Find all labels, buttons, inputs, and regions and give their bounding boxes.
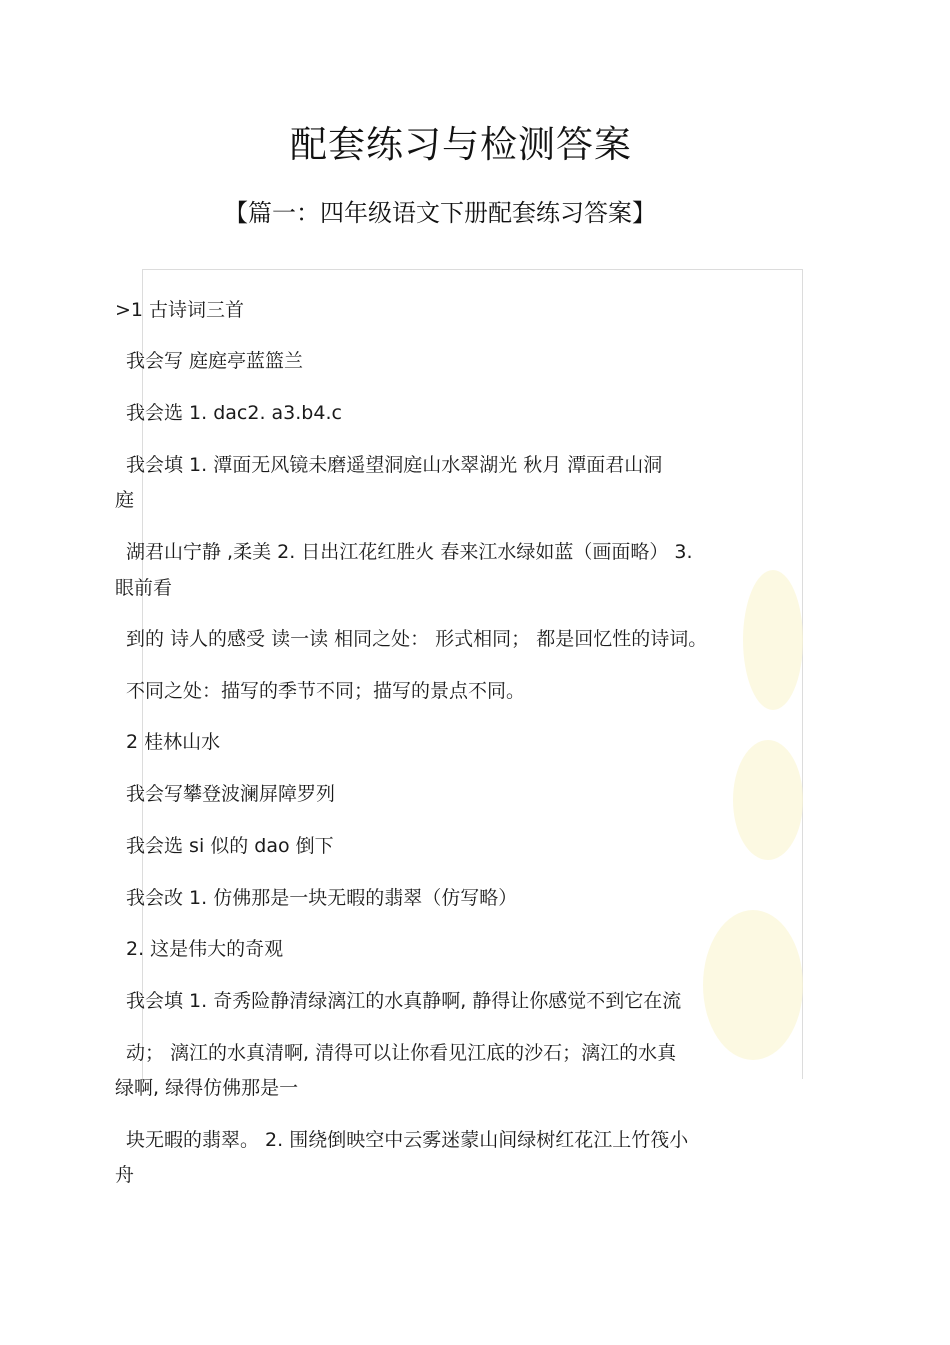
text-line: 2 桂林山水: [126, 731, 221, 753]
text-line: >1 古诗词三首: [115, 299, 245, 321]
text-line: 舟: [115, 1164, 135, 1186]
text-line: 我会写 庭庭亭蓝篮兰: [126, 350, 304, 372]
text-line: 我会选 si 似的 dao 倒下: [126, 835, 334, 857]
text-line: 我会改 1. 仿佛那是一块无暇的翡翠（仿写略）: [126, 887, 518, 909]
document-subtitle: 【篇一：四年级语文下册配套练习答案】: [224, 199, 656, 227]
text-line: 我会填 1. 潭面无风镜未磨遥望洞庭山水翠湖光 秋月 潭面君山洞: [126, 454, 663, 476]
text-line: 庭: [115, 489, 135, 511]
text-line: 我会选 1. dac2. a3.b4.c: [126, 402, 342, 424]
text-line: 我会写攀登波澜屏障罗列: [126, 783, 336, 805]
document-title: 配套练习与检测答案: [290, 123, 632, 166]
text-line: 块无暇的翡翠。 2. 围绕倒映空中云雾迷蒙山间绿树红花江上竹筏小: [126, 1129, 689, 1151]
text-line: 湖君山宁静 ,柔美 2. 日出江花红胜火 春来江水绿如蓝（画面略） 3.: [126, 541, 693, 563]
text-line: 到的 诗人的感受 读一读 相同之处： 形式相同； 都是回忆性的诗词。: [126, 628, 708, 650]
text-line: 不同之处：描写的季节不同；描写的景点不同。: [126, 680, 526, 702]
text-line: 2. 这是伟大的奇观: [126, 938, 284, 960]
text-line: 动； 漓江的水真清啊, 清得可以让你看见江底的沙石；漓江的水真: [126, 1042, 677, 1064]
text-line: 绿啊, 绿得仿佛那是一: [115, 1077, 299, 1099]
text-line: 我会填 1. 奇秀险静清绿漓江的水真静啊, 静得让你感觉不到它在流: [126, 990, 682, 1012]
text-line: 眼前看: [115, 577, 173, 599]
